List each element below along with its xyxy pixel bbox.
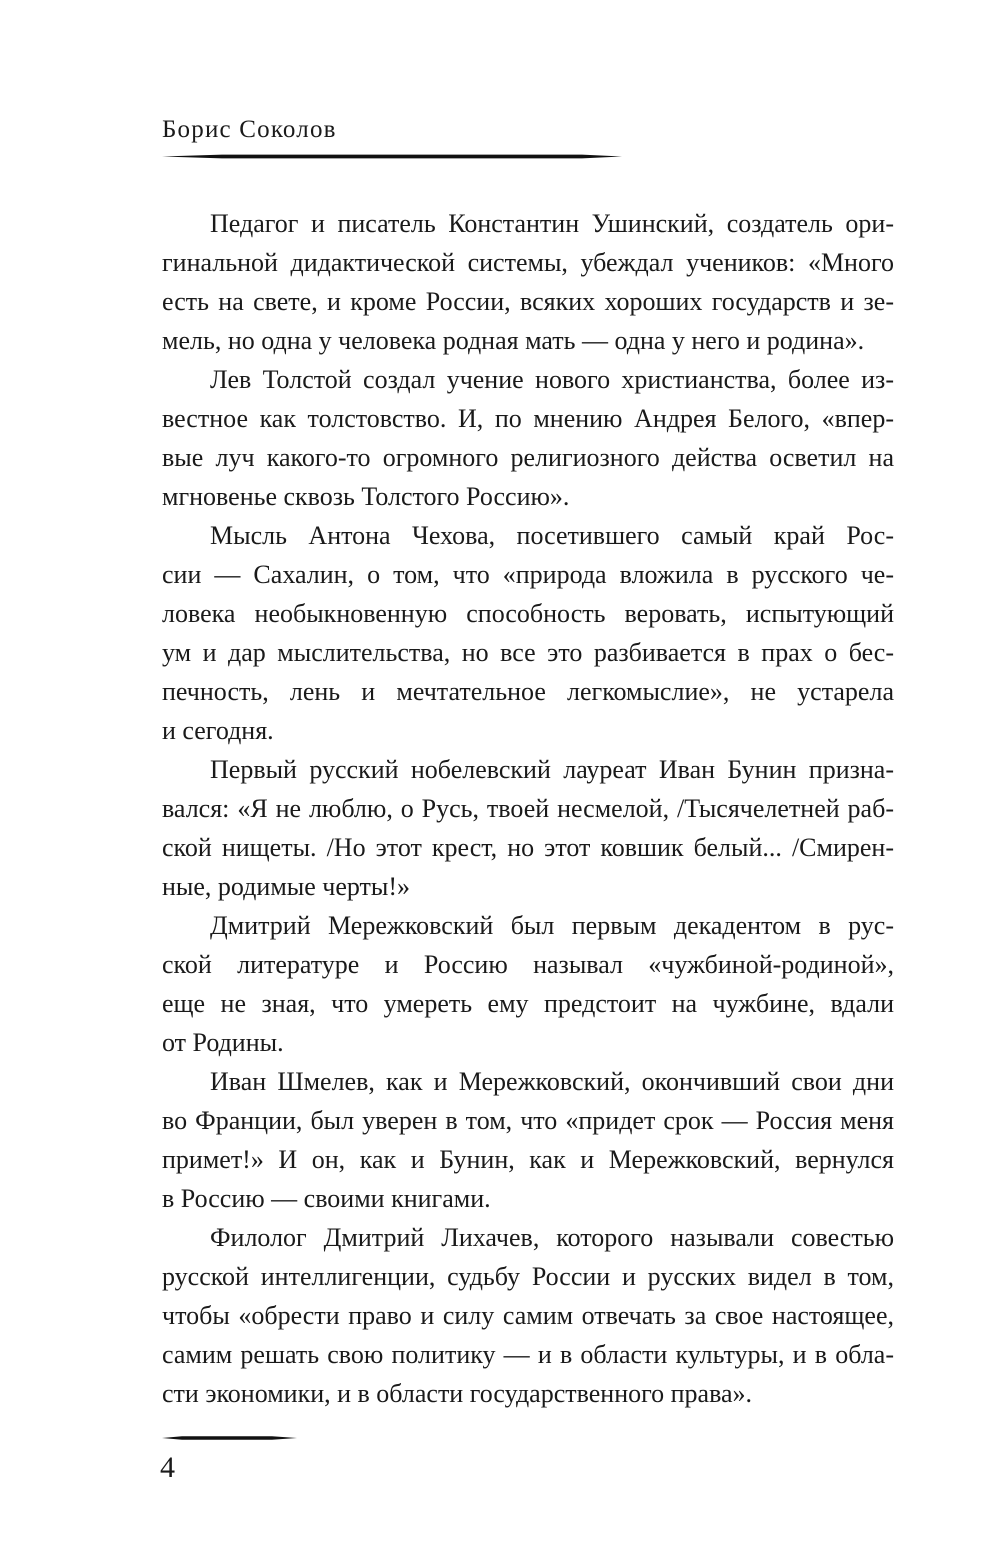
text-line: сии — Сахалин, о том, что «природа вложила в русского че- (162, 560, 894, 589)
text-line: печность, лень и мечтательное легкомыслие», не устарела (162, 677, 894, 706)
text-line: еще не зная, что умереть ему предстоит на чужбине, вдали (162, 989, 894, 1018)
text-line: ловека необыкновенную способность веровать, испытующий (162, 599, 894, 628)
text-line: чтобы «обрести право и силу самим отвечать за свое настоящее, (162, 1301, 894, 1330)
text-line: и сегодня. (162, 716, 274, 745)
text-line: вые луч какого-то огромного религиозного действа осветил на (162, 443, 894, 472)
text-line: ской литературе и Россию называл «чужбиной-родиной», (162, 950, 894, 979)
page-number: 4 (160, 1451, 175, 1484)
text-line: вестное как толстовство. И, по мнению Андрея Белого, «впер- (162, 404, 894, 433)
paragraph (162, 906, 894, 1062)
running-head-author: Борис Соколов (162, 116, 337, 143)
text-line: гинальной дидактической системы, убеждал учеников: «Много (162, 248, 894, 277)
text-line: Лев Толстой создал учение нового христианства, более из- (210, 365, 894, 394)
text-line: Филолог Дмитрий Лихачев, которого называли совестью (210, 1223, 894, 1252)
body-text (162, 204, 894, 1413)
text-line: Иван Шмелев, как и Мережковский, окончивший свои дни (210, 1067, 894, 1096)
paragraph (162, 1062, 894, 1218)
text-line: мгновенье сквозь Толстого Россию». (162, 482, 570, 511)
text-line: ской нищеты. /Но этот крест, но этот ковшик белый... /Смирен- (162, 833, 894, 862)
text-line: мель, но одна у человека родная мать — одна у него и родина». (162, 326, 865, 355)
text-line: есть на свете, и кроме России, всяких хороших государств и зе- (162, 287, 894, 316)
text-line: сти экономики, и в области государственного права». (162, 1379, 753, 1408)
paragraph (162, 750, 894, 906)
text-line: вался: «Я не люблю, о Русь, твоей несмелой, /Тысячелетней раб- (162, 794, 894, 823)
text-line: примет!» И он, как и Бунин, как и Мережковский, вернулся (162, 1145, 894, 1174)
paragraph (162, 1218, 894, 1413)
text-line: ум и дар мыслительства, но все это разбивается в прах о бес- (162, 638, 894, 667)
paragraph (162, 204, 894, 360)
text-line: Мысль Антона Чехова, посетившего самый край Рос- (210, 521, 894, 550)
text-line: русской интеллигенции, судьбу России и русских видел в том, (162, 1262, 894, 1291)
text-line: Первый русский нобелевский лауреат Иван Бунин призна- (210, 755, 894, 784)
header-rule (162, 154, 622, 159)
text-line: Педагог и писатель Константин Ушинский, создатель ори- (210, 209, 894, 238)
text-line: от Родины. (162, 1028, 284, 1057)
text-line: в Россию — своими книгами. (162, 1184, 491, 1213)
paragraph (162, 516, 894, 750)
text-line: Дмитрий Мережковский был первым декадентом в рус- (210, 911, 894, 940)
text-line: самим решать свою политику — и в области культуры, и в обла- (162, 1340, 894, 1369)
text-line: ные, родимые черты!» (162, 872, 411, 901)
paragraph (162, 360, 894, 516)
footer-rule (162, 1436, 297, 1440)
text-line: во Франции, был уверен в том, что «придет срок — Россия меня (162, 1106, 894, 1135)
